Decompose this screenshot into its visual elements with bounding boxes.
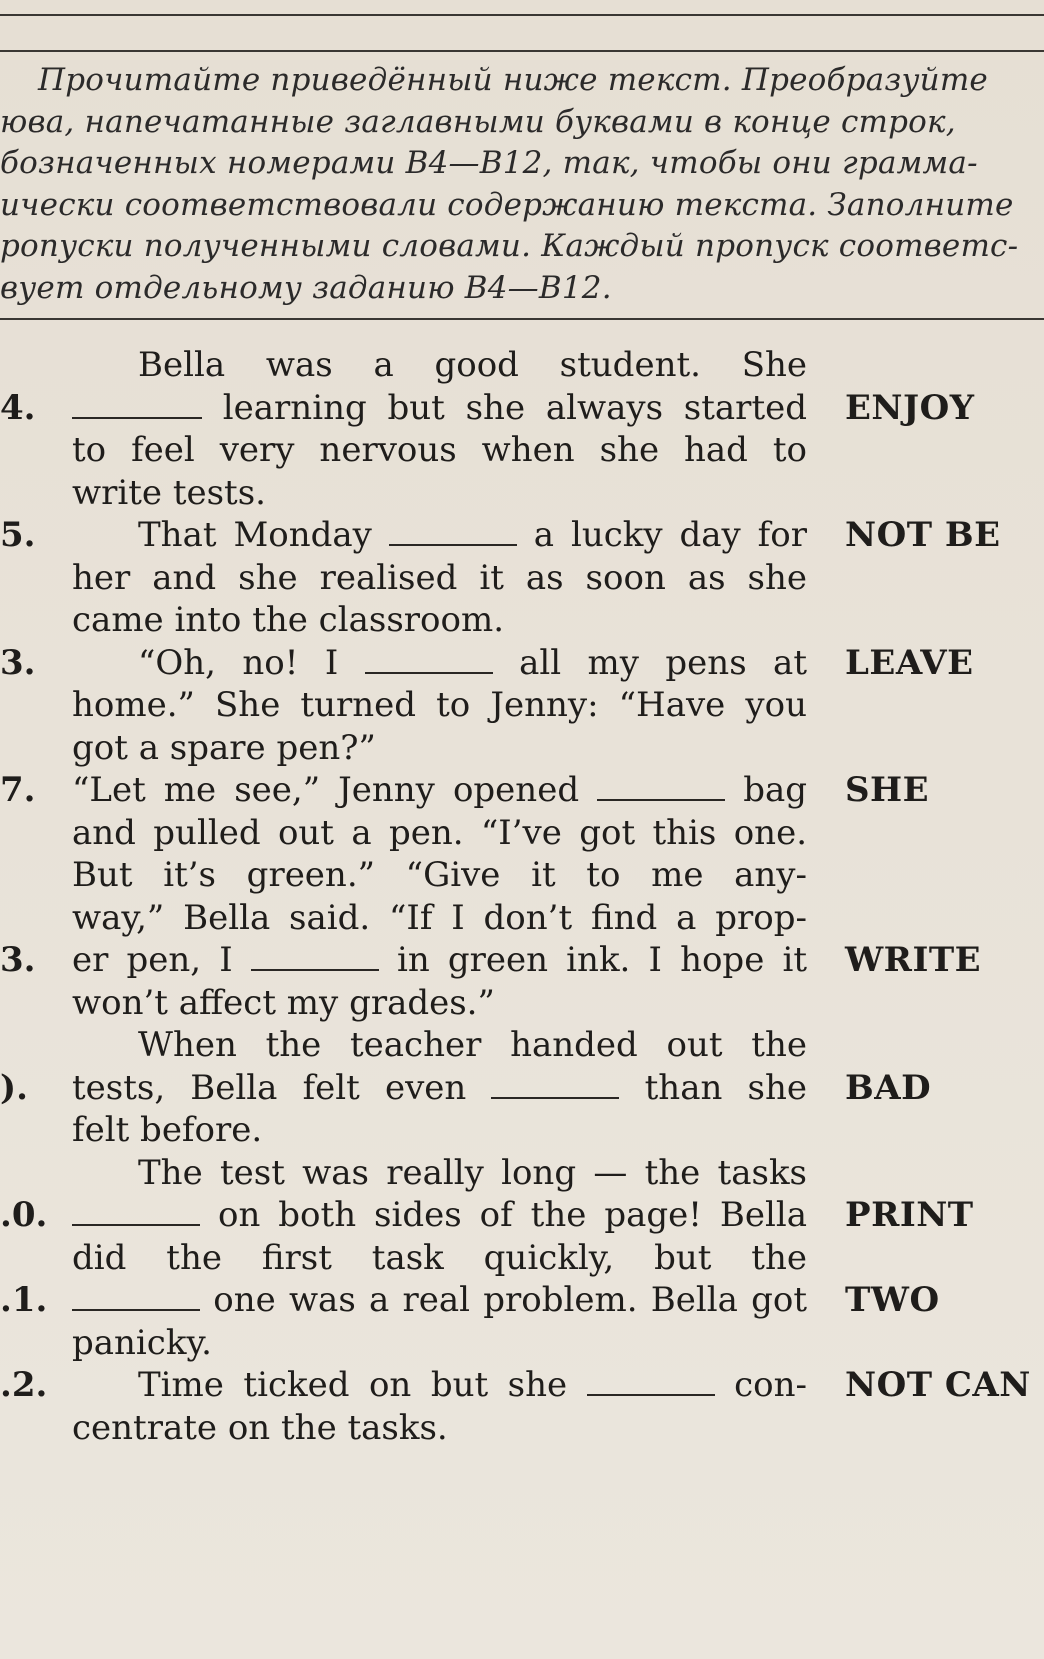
task-line-b12: [0, 1364, 1044, 1407]
keyword: ENJOY: [845, 387, 975, 428]
line-text: “Let me see,” Jenny opened: [72, 770, 580, 810]
item-number: ).: [0, 1067, 28, 1108]
line-text: But it’s green.” “Give it to me any-: [72, 855, 807, 895]
line-text: tests, Bella felt even: [72, 1067, 467, 1108]
item-number: 7.: [0, 770, 36, 810]
line-text: and pulled out a pen. “I’ve got this one.: [72, 812, 807, 853]
line-content: [72, 642, 807, 685]
task-line-b4: [0, 387, 1044, 430]
line-text: The test was really long — the tasks: [138, 1152, 807, 1193]
text-line: [0, 1152, 1044, 1195]
instruction-line: бозначенных номерами B4—B12, так, чтобы они грамма-: [0, 145, 978, 181]
answer-blank[interactable]: [389, 514, 517, 546]
answer-blank[interactable]: [365, 642, 493, 674]
line-content: [72, 1279, 807, 1322]
instruction-line: ически соответствовали содержанию текста. Заполните: [0, 186, 1014, 223]
line-content: [72, 1364, 807, 1407]
item-number: 3.: [0, 642, 36, 683]
line-text: er pen, I: [72, 940, 233, 980]
item-number: .1.: [0, 1280, 48, 1320]
instruction-line: вует отдельному заданию B4—B12.: [0, 269, 612, 306]
task-instructions: [0, 60, 1040, 309]
task-line-b9: [0, 1067, 1044, 1110]
text-line: [0, 727, 1044, 770]
line-text: on both sides of the page! Bella: [217, 1195, 808, 1235]
line-text: came into the classroom.: [72, 600, 505, 640]
keyword: SHE: [845, 770, 930, 810]
item-number: .2.: [0, 1365, 48, 1405]
answer-blank[interactable]: [72, 1194, 200, 1226]
line-text: write tests.: [72, 472, 266, 513]
line-content: [72, 939, 807, 982]
text-line: [0, 1024, 1044, 1067]
keyword: PRINT: [845, 1195, 974, 1235]
line-text: to feel very nervous when she had to: [72, 430, 807, 470]
instructions-rule: [0, 318, 1044, 320]
instruction-line: ропуски полученными словами. Каждый пропуск соответс-: [0, 228, 1019, 264]
line-text: When the teacher handed out the: [138, 1025, 807, 1065]
line-text: one was a real problem. Bella got: [213, 1280, 808, 1320]
text-line: [0, 1237, 1044, 1280]
answer-blank[interactable]: [597, 769, 725, 801]
text-line: [0, 429, 1044, 472]
text-line: [0, 1109, 1044, 1152]
line-content: [72, 769, 807, 812]
task-line-b10: [0, 1194, 1044, 1237]
line-content: [72, 1067, 807, 1110]
answer-blank[interactable]: [491, 1067, 619, 1099]
line-text: Bella was a good student. She: [138, 345, 807, 385]
line-text: a lucky day for: [533, 515, 807, 555]
task-line-b8: [0, 939, 1044, 982]
instruction-line: юва, напечатанные заглавными буквами в конце строк,: [0, 103, 956, 140]
line-text: her and she realised it as soon as she: [72, 557, 807, 598]
answer-blank[interactable]: [587, 1364, 715, 1396]
header-rule: [0, 50, 1044, 52]
item-number: 3.: [0, 940, 36, 980]
answer-blank[interactable]: [72, 387, 202, 419]
line-text: learning but she always started: [222, 387, 807, 428]
line-content: [72, 387, 807, 430]
text-line: [0, 344, 1044, 387]
line-text: in green ink. I hope it: [396, 940, 807, 980]
keyword: BAD: [845, 1067, 932, 1108]
answer-blank[interactable]: [72, 1279, 200, 1311]
text-line: [0, 1322, 1044, 1365]
line-text: That Monday: [138, 515, 372, 555]
text-line: [0, 812, 1044, 855]
line-text: centrate on the tasks.: [72, 1407, 448, 1448]
line-text: “Oh, no! I: [138, 642, 339, 683]
text-line: [0, 1407, 1044, 1450]
task-line-b6: [0, 642, 1044, 685]
line-text: got a spare pen?”: [72, 727, 376, 768]
line-text: con-: [734, 1365, 808, 1405]
line-text: home.” She turned to Jenny: “Have you: [72, 685, 807, 725]
line-content: [72, 514, 807, 557]
line-text: did the first task quickly, but the: [72, 1237, 807, 1278]
line-text: panicky.: [72, 1322, 212, 1363]
text-line: [0, 557, 1044, 600]
line-text: won’t affect my grades.”: [72, 982, 495, 1023]
line-text: felt before.: [72, 1110, 263, 1150]
keyword: TWO: [845, 1280, 940, 1320]
exercise-text: [0, 344, 1044, 1449]
text-line: [0, 897, 1044, 940]
keyword: NOT CAN: [845, 1365, 1031, 1405]
line-text: bag: [743, 770, 808, 810]
text-line: [0, 684, 1044, 727]
line-text: all my pens at: [519, 642, 807, 683]
keyword: NOT BE: [845, 515, 1001, 555]
task-line-b5: [0, 514, 1044, 557]
line-text: way,” Bella said. “If I don’t find a prop-: [72, 897, 807, 938]
text-line: [0, 472, 1044, 515]
line-content: [72, 1194, 807, 1237]
text-line: [0, 599, 1044, 642]
top-rule: [0, 14, 1044, 16]
task-line-b7: [0, 769, 1044, 812]
item-number: 5.: [0, 515, 36, 555]
item-number: .0.: [0, 1195, 48, 1235]
answer-blank[interactable]: [251, 939, 379, 971]
keyword: LEAVE: [845, 642, 974, 683]
text-line: [0, 854, 1044, 897]
item-number: 4.: [0, 387, 36, 428]
line-text: than she: [644, 1067, 807, 1108]
keyword: WRITE: [845, 940, 982, 980]
line-text: Time ticked on but she: [138, 1365, 568, 1405]
text-line: [0, 982, 1044, 1025]
instruction-line: Прочитайте приведённый ниже текст. Преобразуйте: [38, 62, 988, 98]
task-line-b11: [0, 1279, 1044, 1322]
